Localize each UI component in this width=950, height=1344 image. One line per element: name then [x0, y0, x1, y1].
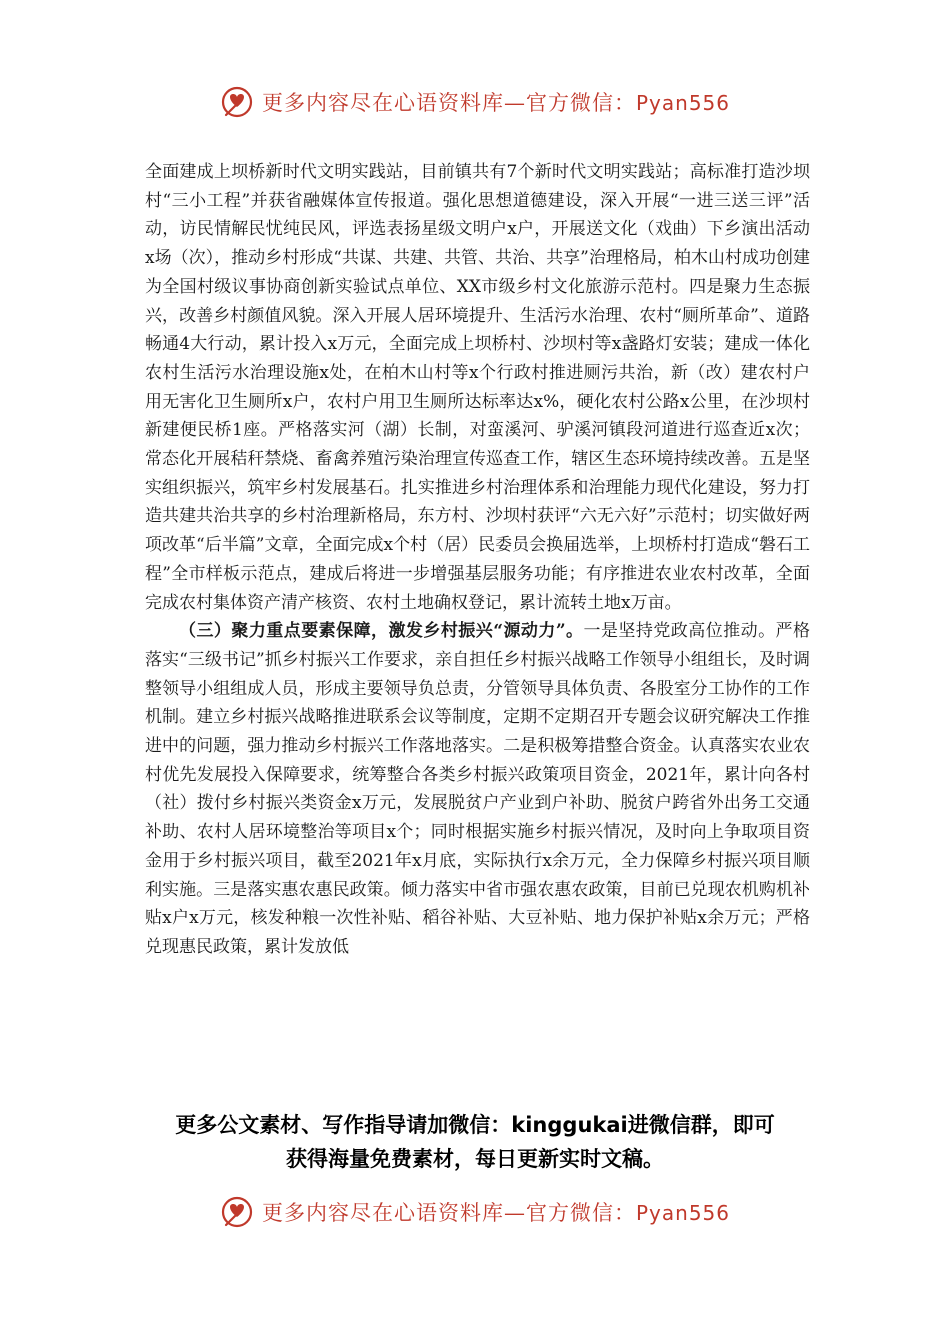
section-heading: （三）聚力重点要素保障，激发乡村振兴“源动力”。 [179, 621, 584, 642]
header-banner [0, 82, 950, 122]
footer-banner [0, 1192, 950, 1232]
promo-block [0, 1108, 950, 1176]
promo-line-2: 获得海量免费素材，每日更新实时文稿。 [286, 1147, 664, 1171]
heart-pen-logo-icon [220, 85, 254, 119]
header-banner-label: 更多内容尽在心语资料库—官方微信： [261, 91, 636, 115]
header-banner-account: Pyan556 [635, 91, 730, 115]
body-paragraph-2-text: 一是坚持党政高位推动。严格落实“三级书记”抓乡村振兴工作要求，亲自担任乡村振兴战略工作领导小组组长，及时调整领导小组组成人员，形成主要领导负总责，分管领导具体负责、各股室分工协作的工作机制。建立乡村振兴战略推进联系会议等制度，定期不定期召开专题会议研究解决工作推进中的问题，强力推动乡村振兴工作落地落实。二是积极筹措整合资金。认真落实农业农村优先发展投入保障要求，统筹整合各类乡村振兴政策项目资金，2021年，累计向各村（社）拨付乡村振兴类资金x万元，发展脱贫户产业到户补助、脱贫户跨省外出务工交通补助、农村人居环境整治等项目x个；同时根据实施乡村振兴情况，及时向上争取项目资金用于乡村振兴项目，截至2021年x月底，实际执行x余万元，全力保障乡村振兴项目顺利实施。三是落实惠农惠民政策。倾力落实中省市强农惠农政策，目前已兑现农机购机补贴x户x万元，核发种粮一次性补贴、稻谷补贴、大豆补贴、地力保护补贴x余万元；严格兑现惠民政策，累计发放低 [145, 621, 810, 957]
footer-banner-text [262, 1197, 730, 1227]
promo-line-1: 更多公文素材、写作指导请加微信：kinggukai进微信群，即可 [175, 1113, 775, 1137]
body-paragraph-1: 全面建成上坝桥新时代文明实践站，目前镇共有7个新时代文明实践站；高标准打造沙坝村“三小工程”并获省融媒体宣传报道。强化思想道德建设，深入开展“一进三送三评”活动，访民情解民忧纯民风，评选表扬星级文明户x户，开展送文化（戏曲）下乡演出活动x场（次），推动乡村形成“共谋、共建、共管、共治、共享”治理格局，柏木山村成功创建为全国村级议事协商创新实验试点单位、XX市级乡村文化旅游示范村。四是聚力生态振兴，改善乡村颜值风貌。深入开展人居环境提升、生活污水治理、农村“厕所革命”、道路畅通4大行动，累计投入x万元，全面完成上坝桥村、沙坝村等x盏路灯安装；建成一体化农村生活污水治理设施x处，在柏木山村等x个行政村推进厕污共治，新（改）建农村户用无害化卫生厕所x户，农村户用卫生厕所达标率达x%，硬化农村公路x公里，在沙坝村新建便民桥1座。严格落实河（湖）长制，对蛮溪河、驴溪河镇段河道进行巡查近x次；常态化开展秸秆禁烧、畜禽养殖污染治理宣传巡查工作，辖区生态环境持续改善。五是坚实组织振兴，筑牢乡村发展基石。扎实推进乡村治理体系和治理能力现代化建设，努力打造共建共治共享的乡村治理新格局，东方村、沙坝村获评“六无六好”示范村；切实做好两项改革“后半篇”文章，全面完成x个村（居）民委员会换届选举，上坝桥村打造成“磐石工程”全市样板示范点，建成后将进一步增强基层服务功能；有序推进农业农村改革，全面完成农村集体资产清产核资、农村土地确权登记，累计流转土地x万亩。 [145, 162, 810, 613]
header-banner-text [262, 87, 730, 117]
footer-banner-account: Pyan556 [635, 1201, 730, 1225]
footer-banner-label: 更多内容尽在心语资料库—官方微信： [261, 1201, 636, 1225]
heart-pen-logo-icon [220, 1195, 254, 1229]
document-body [145, 158, 810, 962]
body-paragraph-2 [145, 617, 810, 961]
